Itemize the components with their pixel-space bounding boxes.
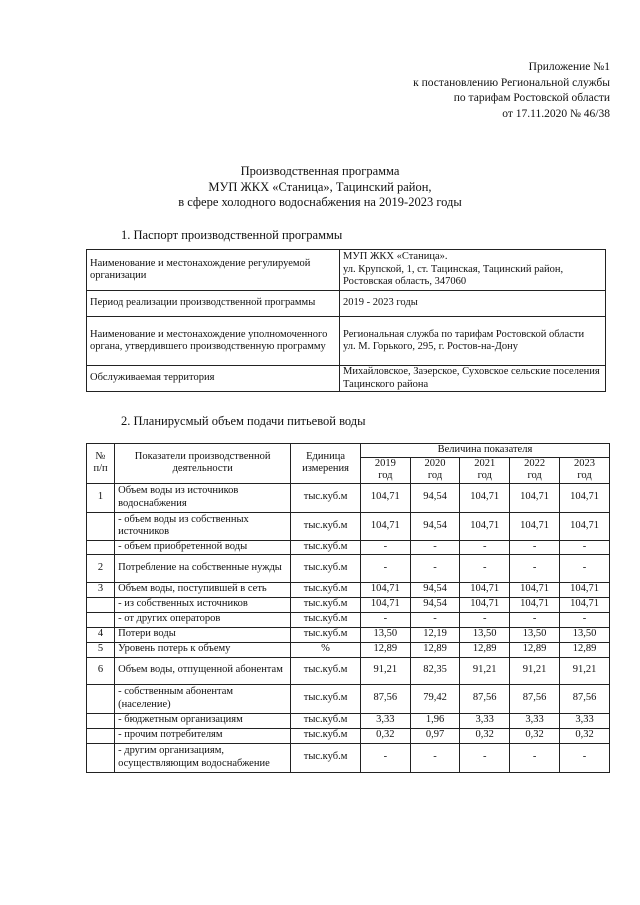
row-value: 13,50 xyxy=(360,627,410,642)
row-num: 4 xyxy=(87,627,115,642)
passport-key: Обслуживаемая территория xyxy=(87,366,340,392)
row-num xyxy=(87,713,115,728)
row-value: 0,97 xyxy=(410,728,460,743)
row-value: 3,33 xyxy=(360,713,410,728)
row-value: 104,71 xyxy=(360,582,410,597)
row-value: 104,71 xyxy=(510,582,560,597)
row-num xyxy=(87,612,115,627)
row-value: 91,21 xyxy=(510,657,560,684)
row-value: - xyxy=(410,554,460,582)
passport-key: Наименование и местонахождение регулируемой организации xyxy=(87,250,340,291)
row-value: 104,71 xyxy=(460,512,510,540)
table-row xyxy=(87,582,610,597)
row-indicator: Уровень потерь к объему xyxy=(115,642,291,657)
header-year-suffix: год xyxy=(427,470,443,481)
row-unit: тыс.куб.м xyxy=(291,540,361,554)
passport-value xyxy=(340,366,606,392)
passport-value xyxy=(340,291,606,317)
passport-row xyxy=(87,366,606,392)
passport-value xyxy=(340,250,606,291)
appendix-line: к постановлению Региональной службы xyxy=(413,76,610,89)
passport-row xyxy=(87,291,606,317)
table-row xyxy=(87,612,610,627)
header-num: № п/п xyxy=(87,444,115,484)
row-num: 2 xyxy=(87,554,115,582)
passport-value-line: Ростовская область, 347060 xyxy=(343,276,467,288)
row-value: 82,35 xyxy=(410,657,460,684)
row-unit: тыс.куб.м xyxy=(291,597,361,612)
passport-value-line: МУП ЖКХ «Станица». xyxy=(343,251,448,263)
row-value: 3,33 xyxy=(510,713,560,728)
row-value: 94,54 xyxy=(410,582,460,597)
row-value: - xyxy=(360,554,410,582)
row-value: - xyxy=(560,612,610,627)
row-value: - xyxy=(360,743,410,772)
title-line: Производственная программа xyxy=(240,164,400,178)
passport-value-line: 2019 - 2023 годы xyxy=(343,297,418,309)
row-value: - xyxy=(510,743,560,772)
header-year xyxy=(360,457,410,483)
header-year-suffix: год xyxy=(577,470,592,481)
row-unit: тыс.куб.м xyxy=(291,743,361,772)
row-num xyxy=(87,597,115,612)
row-value: 104,71 xyxy=(360,597,410,612)
header-year xyxy=(560,457,610,483)
section-heading-volume: 2. Планирусмый объем подачи питьевой воды xyxy=(121,414,366,428)
row-indicator: - от других операторов xyxy=(115,612,291,627)
row-value: - xyxy=(360,540,410,554)
header-year-suffix: год xyxy=(527,470,542,481)
row-value: 104,71 xyxy=(360,483,410,512)
row-value: 87,56 xyxy=(460,684,510,713)
row-value: 104,71 xyxy=(510,512,560,540)
row-unit: тыс.куб.м xyxy=(291,657,361,684)
row-indicator: - собственным абонентам (население) xyxy=(115,684,291,713)
row-indicator: - объем приобретенной воды xyxy=(115,540,291,554)
row-value: - xyxy=(410,540,460,554)
title-line: МУП ЖКХ «Станица», Тацинский район, xyxy=(208,179,432,194)
row-value: 94,54 xyxy=(410,597,460,612)
row-value: - xyxy=(460,540,510,554)
row-value: 104,71 xyxy=(560,597,610,612)
row-value: 94,54 xyxy=(410,512,460,540)
row-indicator: - бюджетным организациям xyxy=(115,713,291,728)
header-unit: Единица измерения xyxy=(291,444,361,484)
passport-key: Наименование и местонахождение уполномоченного органа, утвердившего производственную программу xyxy=(87,317,340,366)
row-value: 91,21 xyxy=(360,657,410,684)
row-unit: тыс.куб.м xyxy=(291,684,361,713)
table-row xyxy=(87,743,610,772)
header-year-number: 2020 xyxy=(424,457,446,469)
header-indicator: Показатели производственной деятельности xyxy=(115,444,291,484)
row-value: 12,89 xyxy=(560,642,610,657)
row-value: 13,50 xyxy=(460,627,510,642)
appendix-line: от 17.11.2020 № 46/38 xyxy=(502,107,610,120)
row-unit: тыс.куб.м xyxy=(291,713,361,728)
passport-table xyxy=(86,249,606,392)
row-indicator: - другим организациям, осуществляющим водоснабжение xyxy=(115,743,291,772)
production-table xyxy=(86,443,610,773)
table-row xyxy=(87,554,610,582)
header-year-suffix: год xyxy=(378,470,393,481)
appendix-line: по тарифам Ростовской области xyxy=(453,92,610,104)
row-value: 1,96 xyxy=(410,713,460,728)
appendix-block xyxy=(413,60,610,122)
row-num xyxy=(87,684,115,713)
row-value: 104,71 xyxy=(460,483,510,512)
header-year-suffix: год xyxy=(477,470,492,481)
row-indicator: Потери воды xyxy=(115,627,291,642)
row-value: 3,33 xyxy=(460,713,510,728)
table-row xyxy=(87,540,610,554)
passport-value-line: Региональная служба по тарифам Ростовской области xyxy=(343,328,585,340)
header-year-number: 2021 xyxy=(474,457,496,469)
row-value: 12,19 xyxy=(410,627,460,642)
passport-value-line: ул. М. Горького, 295, г. Ростов-на-Дону xyxy=(343,341,518,352)
row-value: - xyxy=(560,554,610,582)
header-year xyxy=(510,457,560,483)
row-value: - xyxy=(560,743,610,772)
row-value: - xyxy=(410,743,460,772)
row-unit: тыс.куб.м xyxy=(291,512,361,540)
row-value: - xyxy=(460,554,510,582)
table-row xyxy=(87,657,610,684)
passport-row xyxy=(87,317,606,366)
title-line: в сфере холодного водоснабжения на 2019-2023 годы xyxy=(178,195,462,209)
row-value: 104,71 xyxy=(510,597,560,612)
row-value: - xyxy=(510,612,560,627)
row-unit: тыс.куб.м xyxy=(291,483,361,512)
section-heading-passport: 1. Паспорт производственной программы xyxy=(121,228,343,242)
row-indicator: Объем воды, отпущенной абонентам xyxy=(115,657,291,684)
row-value: 104,71 xyxy=(560,483,610,512)
row-num xyxy=(87,743,115,772)
row-value: 104,71 xyxy=(560,582,610,597)
appendix-line: Приложение №1 xyxy=(528,61,610,73)
row-indicator: - объем воды из собственных источников xyxy=(115,512,291,540)
row-value: - xyxy=(360,612,410,627)
row-value: 87,56 xyxy=(560,684,610,713)
header-year xyxy=(410,457,460,483)
row-value: 13,50 xyxy=(510,627,560,642)
passport-key: Период реализации производственной программы xyxy=(87,291,340,317)
row-unit: тыс.куб.м xyxy=(291,612,361,627)
row-indicator: Потребление на собственные нужды xyxy=(115,554,291,582)
table-row xyxy=(87,512,610,540)
row-value: 0,32 xyxy=(510,728,560,743)
row-indicator: Объем воды, поступившей в сеть xyxy=(115,582,291,597)
row-value: 87,56 xyxy=(360,684,410,713)
table-row xyxy=(87,642,610,657)
row-indicator: - из собственных источников xyxy=(115,597,291,612)
row-unit: тыс.куб.м xyxy=(291,728,361,743)
row-num xyxy=(87,728,115,743)
row-value: 91,21 xyxy=(560,657,610,684)
passport-value xyxy=(340,317,606,366)
row-value: 3,33 xyxy=(560,713,610,728)
row-value: 0,32 xyxy=(360,728,410,743)
table-row xyxy=(87,728,610,743)
row-value: 94,54 xyxy=(410,483,460,512)
row-unit: % xyxy=(291,642,361,657)
row-value: - xyxy=(460,743,510,772)
row-value: 104,71 xyxy=(360,512,410,540)
row-value: - xyxy=(510,540,560,554)
row-value: 91,21 xyxy=(460,657,510,684)
row-value: 104,71 xyxy=(460,597,510,612)
row-value: 0,32 xyxy=(560,728,610,743)
document-title xyxy=(0,164,640,211)
table-row xyxy=(87,713,610,728)
row-value: 87,56 xyxy=(510,684,560,713)
row-num xyxy=(87,540,115,554)
row-indicator: Объем воды из источников водоснабжения xyxy=(115,483,291,512)
row-value: 79,42 xyxy=(410,684,460,713)
header-year-number: 2019 xyxy=(374,457,396,469)
table-row xyxy=(87,684,610,713)
row-unit: тыс.куб.м xyxy=(291,582,361,597)
passport-value-line: ул. Крупской, 1, ст. Тацинская, Тацинский район, xyxy=(343,263,564,275)
row-value: 12,89 xyxy=(460,642,510,657)
row-value: - xyxy=(460,612,510,627)
header-year xyxy=(460,457,510,483)
row-value: - xyxy=(560,540,610,554)
row-num: 1 xyxy=(87,483,115,512)
header-year-number: 2023 xyxy=(574,457,596,469)
row-value: 104,71 xyxy=(560,512,610,540)
row-value: 12,89 xyxy=(410,642,460,657)
table-row xyxy=(87,483,610,512)
row-num xyxy=(87,512,115,540)
row-num: 5 xyxy=(87,642,115,657)
row-value: 104,71 xyxy=(460,582,510,597)
row-value: - xyxy=(510,554,560,582)
header-group: Величина показателя xyxy=(360,444,609,458)
table-row xyxy=(87,597,610,612)
passport-value-line: Михайловское, Заэерское, Суховское сельские поселения Тацинского района xyxy=(343,366,600,390)
row-unit: тыс.куб.м xyxy=(291,554,361,582)
row-unit: тыс.куб.м xyxy=(291,627,361,642)
header-year-number: 2022 xyxy=(524,457,546,469)
row-value: 13,50 xyxy=(560,627,610,642)
row-value: 0,32 xyxy=(460,728,510,743)
table-row xyxy=(87,627,610,642)
row-indicator: - прочим потребителям xyxy=(115,728,291,743)
row-value: 12,89 xyxy=(510,642,560,657)
row-value: 104,71 xyxy=(510,483,560,512)
row-value: 12,89 xyxy=(360,642,410,657)
row-num: 6 xyxy=(87,657,115,684)
passport-row xyxy=(87,250,606,291)
row-value: - xyxy=(410,612,460,627)
row-num: 3 xyxy=(87,582,115,597)
